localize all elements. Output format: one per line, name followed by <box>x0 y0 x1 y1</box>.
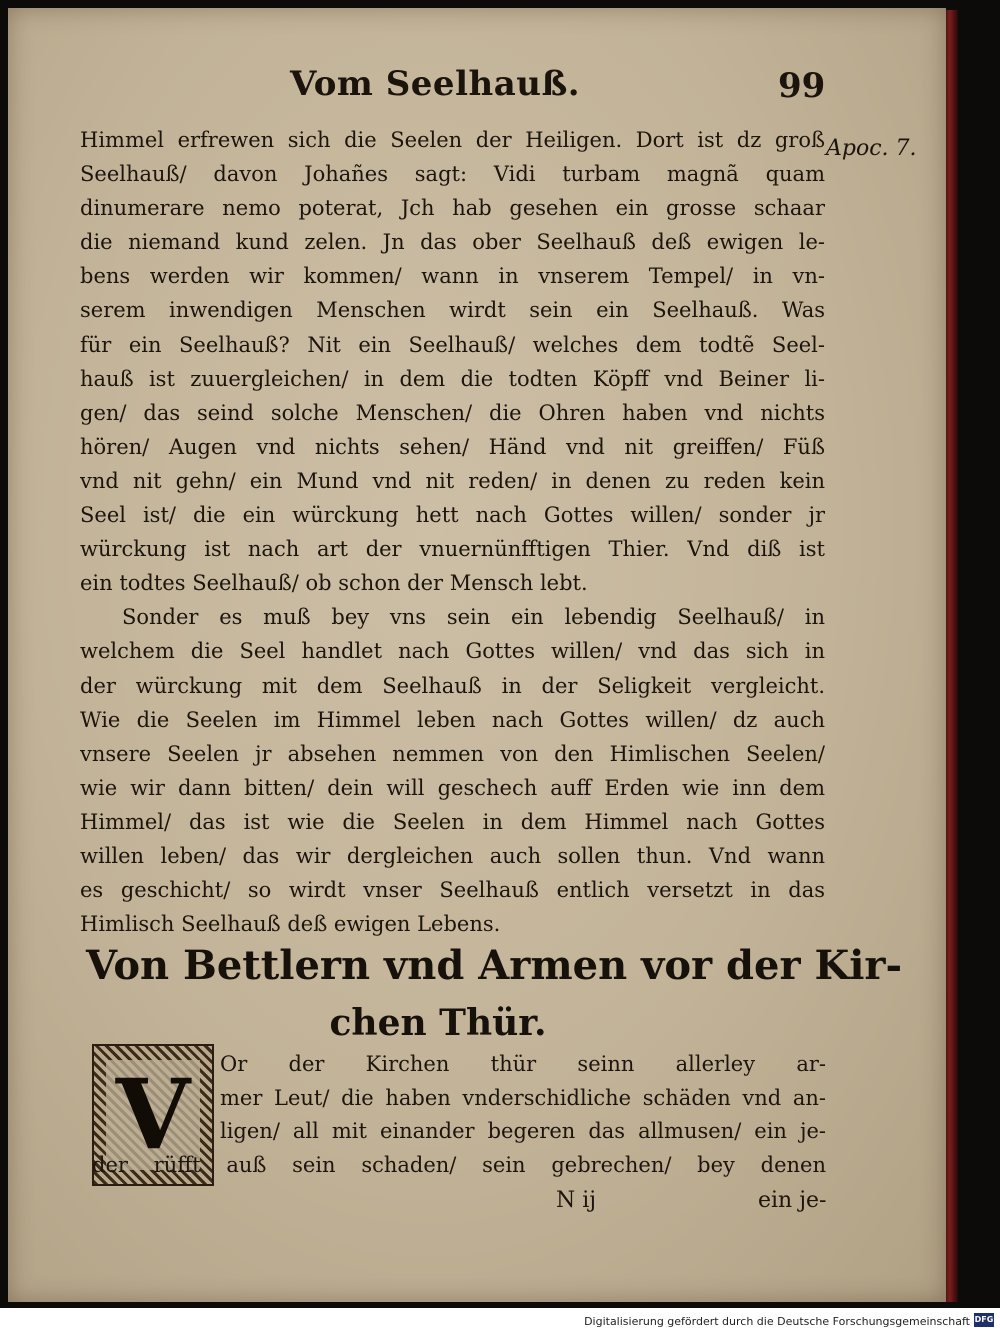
text-line: Himmel erfrewen sich die Seelen der Heiligen. Dort ist dz groß <box>80 128 825 152</box>
text-line: ein todtes Seelhauß/ ob schon der Mensch lebt. <box>80 571 588 596</box>
text-line: der würckung mit dem Seelhauß in der Seligkeit vergleicht. <box>80 673 825 698</box>
signature-mark: N ij <box>556 1188 597 1213</box>
body-text <box>80 123 825 941</box>
text-line: wie wir dann bitten/ dein will geschech auff Erden wie inn dem <box>80 775 825 800</box>
section-heading-continued: chen Thür. <box>329 1002 547 1044</box>
text-line: Seel ist/ die ein würckung hett nach Gottes willen/ sonder jr <box>80 503 825 528</box>
funding-credit: Digitalisierung gefördert durch die Deutsche Forschungsgemeinschaft <box>584 1315 970 1328</box>
initial-letter: V <box>106 1060 200 1170</box>
catchword: ein je- <box>758 1188 827 1213</box>
text-line: Or der Kirchen thür seinn allerley ar- <box>220 1052 826 1076</box>
book-edge <box>944 10 958 1302</box>
book-page <box>8 8 946 1302</box>
margin-note: Apoc. 7. <box>826 136 917 161</box>
text-line: mer Leut/ die haben vnderschidliche schäden vnd an- <box>220 1085 826 1110</box>
dfg-logo: DFG <box>974 1313 994 1327</box>
text-line: welchem die Seel handlet nach Gottes willen/ vnd das sich in <box>80 639 825 664</box>
text-line: Sonder es muß bey vns sein ein lebendig Seelhauß/ in <box>122 605 825 630</box>
text-line: bens werden wir kommen/ wann in vnserem Tempel/ in vn- <box>80 264 825 289</box>
text-line: es geschicht/ so wirdt vnser Seelhauß entlich versetzt in das <box>80 878 825 903</box>
text-line: Himlisch Seelhauß deß ewigen Lebens. <box>80 912 501 937</box>
text-line: vnd nit gehn/ ein Mund vnd nit reden/ in denen zu reden kein <box>80 468 825 493</box>
text-line: Himmel/ das ist wie die Seelen in dem Himmel nach Gottes <box>80 809 825 834</box>
text-line: Wie die Seelen im Himmel leben nach Gottes willen/ dz auch <box>80 707 825 732</box>
text-line: dinumerare nemo poterat, Jch hab gesehen ein grosse schaar <box>80 196 825 221</box>
text-line: für ein Seelhauß? Nit ein Seelhauß/ welches dem todtẽ Seel- <box>80 332 825 357</box>
running-head: Vom Seelhauß. <box>290 64 581 104</box>
text-line: willen leben/ das wir dergleichen auch sollen thun. Vnd wann <box>80 843 825 868</box>
text-line: gen/ das seind solche Menschen/ die Ohren haben vnd nichts <box>80 400 825 425</box>
section-heading: Von Bettlern vnd Armen vor der Kir- <box>86 942 903 989</box>
text-line: der rüfft auß sein schaden/ sein gebrechen/ bey denen <box>92 1152 826 1177</box>
text-line: ligen/ all mit einander begeren das allmusen/ ein je- <box>220 1119 826 1143</box>
section-text <box>92 1048 826 1182</box>
text-line: serem inwendigen Menschen wirdt sein ein Seelhauß. Was <box>80 298 825 323</box>
text-line: Seelhauß/ davon Johañes sagt: Vidi turbam magnã quam <box>80 162 825 187</box>
text-line: die niemand kund zelen. Jn das ober Seelhauß deß ewigen le- <box>80 230 825 255</box>
text-line: hören/ Augen vnd nichts sehen/ Händ vnd nit greiffen/ Füß <box>80 434 825 459</box>
text-line: würckung ist nach art der vnuernünfftigen Thier. Vnd diß ist <box>80 537 825 562</box>
page-number: 99 <box>778 66 826 106</box>
text-line: vnsere Seelen jr absehen nemmen von den Himlischen Seelen/ <box>80 741 825 766</box>
text-line: hauß ist zuuergleichen/ in dem die todten Köpff vnd Beiner li- <box>80 366 825 391</box>
